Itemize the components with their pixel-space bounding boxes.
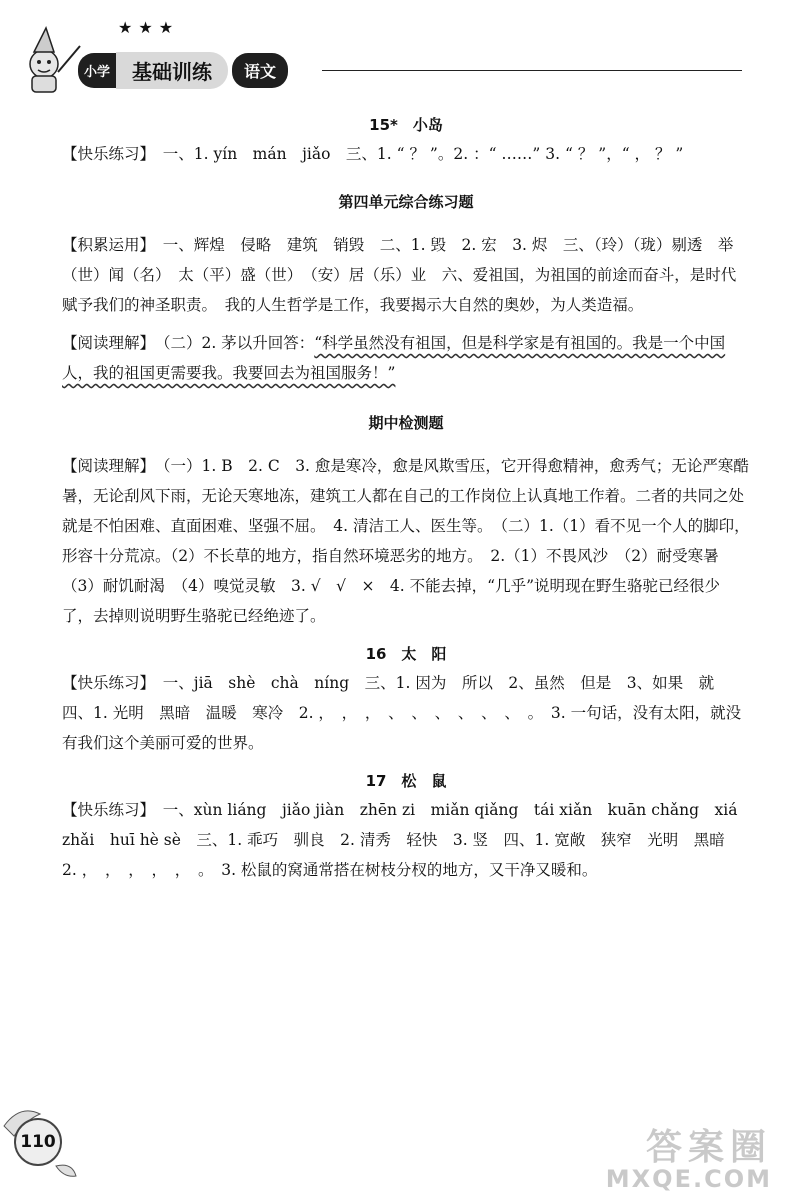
category-tag: 【积累运用】: [62, 236, 148, 254]
section-title: 17 松 鼠: [365, 772, 447, 790]
section-title: 16 太 阳: [365, 645, 447, 663]
category-tag: 【快乐练习】: [62, 801, 148, 819]
answer-paragraph: [62, 139, 750, 169]
section-title: 第四单元综合练习题: [338, 193, 474, 211]
stars-decoration: ★★★: [118, 18, 180, 37]
section-unit4-review: [62, 191, 750, 388]
section-15: [62, 114, 750, 169]
answer-content: [62, 108, 750, 885]
watermark-url: MXQE.COM: [605, 1165, 772, 1193]
answer-text: 一、jiā shè chà níng 三、1. 因为 所以 2、虽然 但是 3、如果 就 四、1. 光明 黑暗 温暖 寒冷 2. ， ， ， 、 、 、 、 、 、 。 3. 一句话，没有太阳，就没有我们这个美丽可爱的世界。: [62, 674, 742, 752]
subject-label: 语文: [232, 53, 288, 88]
answer-text: （一）1. B 2. C 3. 愈是寒冷，愈是风欺雪压，它开得愈精神，愈秀气；无论严寒酷暑，无论刮风下雨，无论天寒地冻，建筑工人都在自己的工作岗位上认真地工作着。二者的共同之处就是不怕困难、直面困难、坚强不屈。 4. 清洁工人、医生等。 （二）1.（1）看不见一个人的脚印，形容十分荒凉。（2）不长草的地方，指自然环境恶劣的地方。 2.（1）不畏风沙 （2）耐受寒暑 （3）耐饥耐渴 （4）嗅觉灵敏 3. √ √ × 4. 不能去掉，“几乎”说明现在野生骆驼已经很少了，去掉则说明野生骆驼已经绝迹了。: [62, 457, 750, 625]
answer-paragraph: [62, 668, 750, 758]
category-tag: 【快乐练习】: [62, 145, 148, 163]
section-midterm: [62, 412, 750, 631]
section-17: [62, 770, 750, 885]
answer-paragraph: [62, 328, 750, 388]
mascot-icon: [14, 26, 84, 96]
section-16: [62, 643, 750, 758]
book-title: 基础训练: [116, 52, 228, 89]
header-rule: [322, 70, 742, 71]
category-tag: 【阅读理解】: [62, 457, 148, 475]
section-title: 15* 小岛: [369, 116, 443, 134]
answer-text: 一、辉煌 侵略 建筑 销毁 二、1. 毁 2. 宏 3. 烬 三、（玲）（珑）剔透 举（世）闻（名） 太（平）盛（世） （安）居（乐）业 六、爱祖国，为祖国的前途而奋斗，是时代赋予我们的神圣职责。 我的人生哲学是工作，我要揭示大自然的奥妙，为人类造福。: [62, 236, 737, 314]
answer-paragraph: [62, 451, 750, 631]
watermark: [605, 1127, 772, 1193]
category-tag: 【阅读理解】: [62, 334, 148, 352]
watermark-logo: 答案圈: [645, 1127, 772, 1168]
level-label: 小学: [78, 53, 116, 88]
answer-text: 一、xùn liáng jiǎo jiàn zhēn zi miǎn qiǎng tái xiǎn kuān chǎng xiá zhǎi huī hè sè 三、1. 乖巧 驯良 2. 清秀 轻快 3. 竖 四、1. 宽敞 狭窄 光明 黑暗 2. ， ， ， ， ， 。 3. 松鼠的窝通常搭在树枝分杈的地方，又干净又暖和。: [62, 801, 741, 879]
answer-text: 一、1. yín mán jiǎo 三、1. “ ？ ”。2. ：“ ……” 3. “ ？ ”，“ ， ？ ”: [147, 145, 684, 163]
section-title: 期中检测题: [368, 414, 444, 432]
answer-paragraph: [62, 230, 750, 320]
answer-text: （二）2. 茅以升回答：: [147, 334, 315, 352]
book-banner: [78, 52, 288, 88]
category-tag: 【快乐练习】: [62, 674, 148, 692]
page-number: 110: [14, 1118, 62, 1166]
answer-paragraph: [62, 795, 750, 885]
page-header: [0, 0, 792, 110]
underlined-quote: “科学虽然没有祖国，但是科学家是有祖国的。我是一个中国人，我的祖国更需要我。我要回去为祖国服务！”: [62, 334, 726, 382]
